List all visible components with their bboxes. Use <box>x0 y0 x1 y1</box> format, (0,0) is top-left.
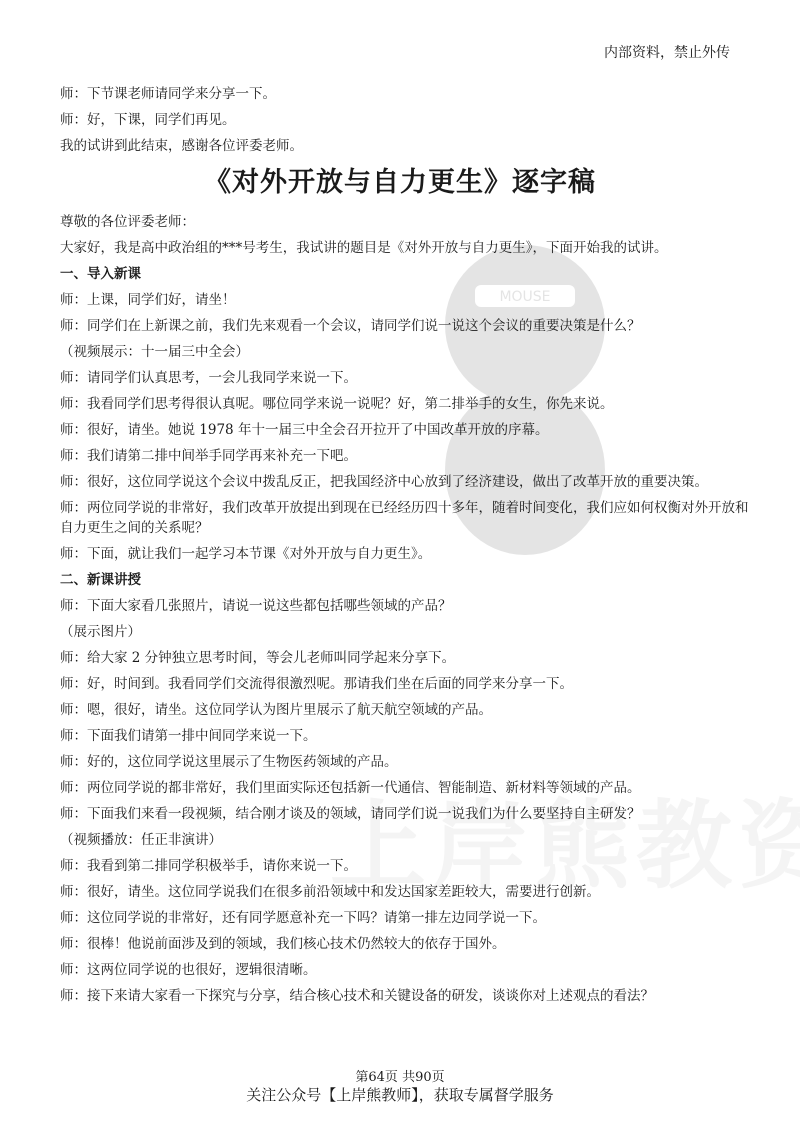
text-line: 师：接下来请大家看一下探究与分享，结合核心技术和关键设备的研发，谈谈你对上述观点的看法？ <box>60 988 654 1004</box>
page-number: 第64页 共90页 <box>355 1070 445 1085</box>
text-line: 师：给大家 2 分钟独立思考时间，等会儿老师叫同学起来分享下。 <box>60 650 456 666</box>
text-line: 尊敬的各位评委老师： <box>60 214 195 230</box>
text-line: 师：很好，请坐。她说 1978 年十一届三中全会召开拉开了中国改革开放的序幕。 <box>60 422 549 438</box>
text-line: 师：请同学们认真思考，一会儿我同学来说一下。 <box>60 370 357 386</box>
text-line: 师：同学们在上新课之前，我们先来观看一个会议，请同学们说一说这个会议的重要决策是什么？ <box>60 318 641 334</box>
text-line: 师：很好，这位同学说这个会议中拨乱反正，把我国经济中心放到了经济建设，做出了改革开放的重要决策。 <box>60 474 708 490</box>
text-line: 师：好，时间到。我看同学们交流得很激烈呢。那请我们坐在后面的同学来分享一下。 <box>60 676 573 692</box>
text-line: 师：下节课老师请同学来分享一下。 <box>60 86 276 102</box>
text-line: 师：我看到第二排同学积极举手，请你来说一下。 <box>60 858 357 874</box>
section-heading: 二、新课讲授 <box>60 572 141 588</box>
text-line: 师：两位同学说的都非常好，我们里面实际还包括新一代通信、智能制造、新材料等领域的产品。 <box>60 780 641 796</box>
watermark-badge: MOUSE <box>499 289 551 305</box>
text-line: 师：我看同学们思考得很认真呢。哪位同学来说一说呢？好，第二排举手的女生，你先来说。 <box>60 396 614 412</box>
footer-promo: 关注公众号【上岸熊教师】，获取专属督学服务 <box>246 1086 554 1104</box>
text-line: 师：很好，请坐。这位同学说我们在很多前沿领域中和发达国家差距较大，需要进行创新。 <box>60 884 600 900</box>
text-line: 师：很棒！他说前面涉及到的领域，我们核心技术仍然较大的依存于国外。 <box>60 936 506 952</box>
text-line: 师：下面我们来看一段视频，结合刚才谈及的领域，请同学们说一说我们为什么要坚持自主研发？ <box>60 806 641 822</box>
text-line: 师：好的，这位同学说这里展示了生物医药领域的产品。 <box>60 754 398 770</box>
text-line: 我的试讲到此结束，感谢各位评委老师。 <box>60 138 303 154</box>
text-line: 大家好，我是高中政治组的***号考生，我试讲的题目是《对外开放与自力更生》，下面开始我的试讲。 <box>60 240 668 256</box>
top-section <box>60 84 750 162</box>
text-line: 师：下面我们请第一排中间同学来说一下。 <box>60 728 317 744</box>
text-line: 师：这两位同学说的也很好，逻辑很清晰。 <box>60 962 317 978</box>
section-heading: 一、导入新课 <box>60 266 141 282</box>
document-title: 《对外开放与自力更生》逐字稿 <box>204 167 596 198</box>
text-line: 师：嗯，很好，请坐。这位同学认为图片里展示了航天航空领域的产品。 <box>60 702 492 718</box>
text-line: 师：下面，就让我们一起学习本节课《对外开放与自力更生》。 <box>60 546 432 562</box>
confidential-note: 内部资料，禁止外传 <box>604 45 730 61</box>
text-line: 师：这位同学说的非常好，还有同学愿意补充一下吗？请第一排左边同学说一下。 <box>60 910 546 926</box>
script-body <box>60 212 750 1012</box>
text-line: （视频播放：任正非演讲） <box>60 832 222 848</box>
text-line: 师：我们请第二排中间举手同学再来补充一下吧。 <box>60 448 357 464</box>
text-line: （展示图片） <box>60 624 141 640</box>
text-line: 师：好，下课，同学们再见。 <box>60 112 236 128</box>
text-line: 师：下面大家看几张照片，请说一说这些都包括哪些领域的产品？ <box>60 598 452 614</box>
text-line: 师：两位同学说的非常好，我们改革开放提出到现在已经经历四十多年，随着时间变化，我们应如何权衡对外开放和自力更生之间的关系呢？ <box>60 500 749 536</box>
text-line: 师：上课，同学们好，请坐！ <box>60 292 236 308</box>
text-line: （视频展示：十一届三中全会） <box>60 344 249 360</box>
